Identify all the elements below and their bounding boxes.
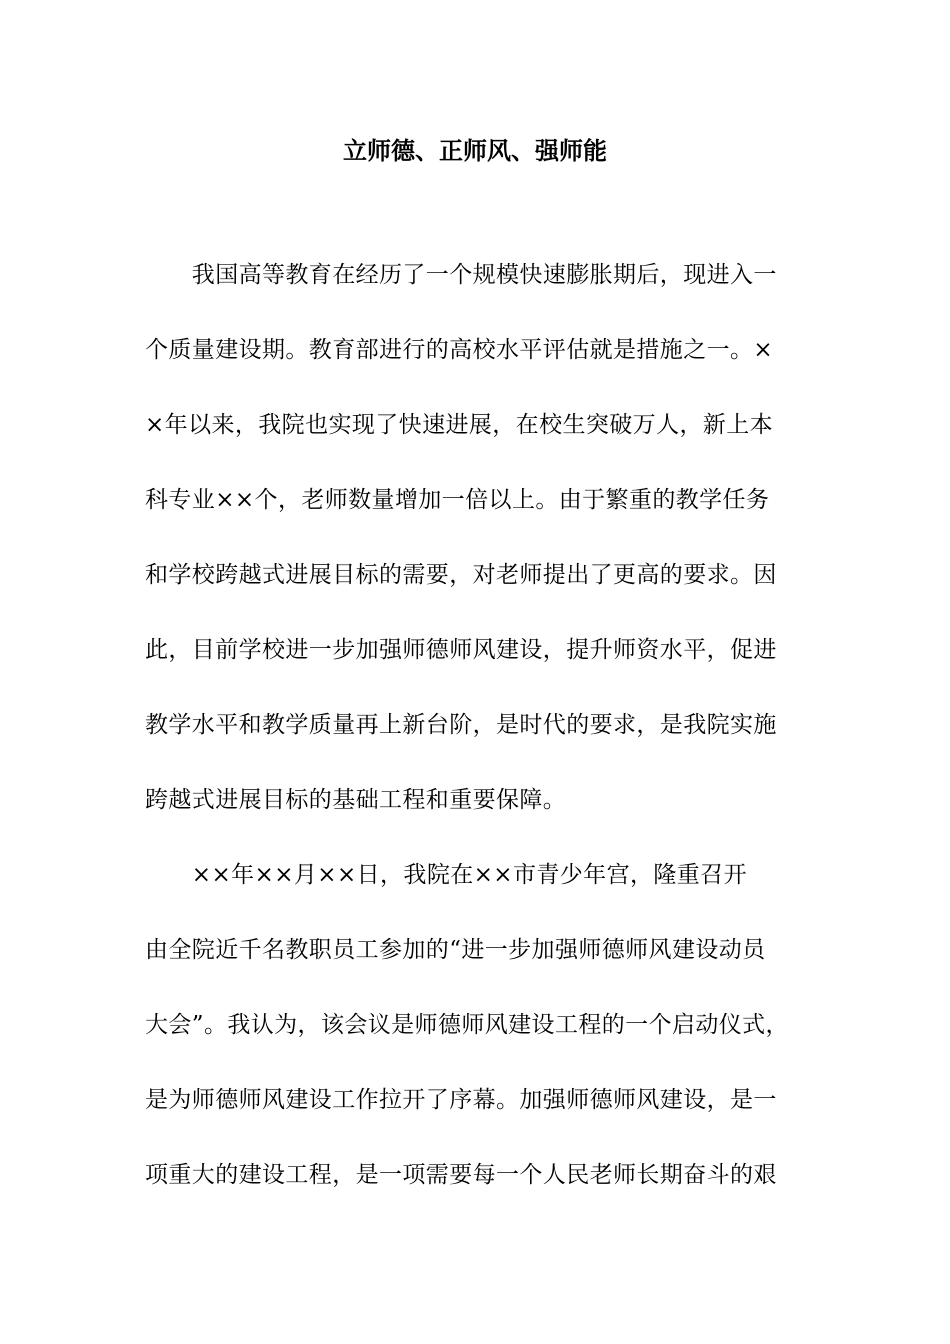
text-line: 和学校跨越式进展目标的需要，对老师提出了更高的要求。因	[145, 562, 777, 588]
text-line: 此，目前学校进一步加强师德师风建设，提升师资水平，促进	[145, 637, 777, 663]
document-title: 立师德、正师风、强师能	[343, 136, 607, 165]
text-line: 个质量建设期。教育部进行的高校水平评估就是措施之一。×	[145, 337, 774, 363]
text-line: 是为师德师风建设工作拉开了序幕。加强师德师风建设，是一	[145, 1087, 777, 1113]
text-line: 教学水平和教学质量再上新台阶，是时代的要求，是我院实施	[145, 712, 777, 738]
text-line: 项重大的建设工程，是一项需要每一个人民老师长期奋斗的艰	[145, 1162, 777, 1188]
text-line: 科专业××个，老师数量增加一倍以上。由于繁重的教学任务	[145, 487, 770, 513]
text-line: 跨越式进展目标的基础工程和重要保障。	[145, 787, 567, 813]
text-line: 我国高等教育在经历了一个规模快速膨胀期后，现进入一	[145, 262, 777, 288]
text-line: 由全院近千名教职员工参加的“进一步加强师德师风建设动员	[145, 937, 766, 963]
text-line: ××年××月××日，我院在××市青少年宫，隆重召开	[145, 862, 747, 888]
text-line: 大会”。我认为，该会议是师德师风建设工程的一个启动仪式，	[145, 1012, 789, 1038]
document-body	[145, 260, 810, 1235]
text-line: ×年以来，我院也实现了快速进展，在校生突破万人，新上本	[145, 412, 774, 438]
